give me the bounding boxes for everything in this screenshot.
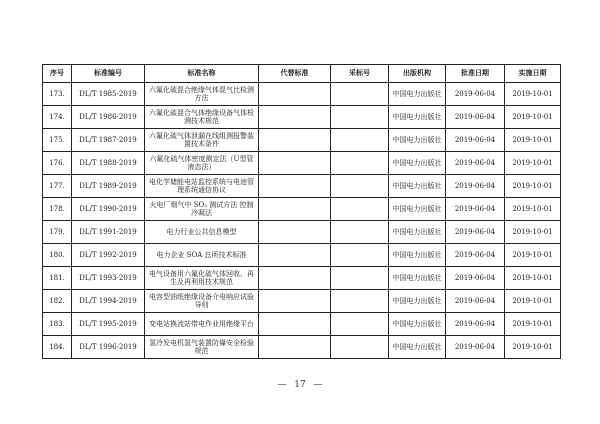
cell-standard-number: DL/T 1988-2019 (72, 152, 145, 175)
cell-standard-name: 电力企业 SOA 总所技术标准 (145, 244, 259, 267)
header-replaced-standard: 代替标准 (259, 65, 331, 83)
cell-index: 176. (43, 152, 72, 175)
cell-standard-number: DL/T 1986-2019 (72, 106, 145, 129)
cell-implementation-date: 2019-10-01 (505, 244, 561, 267)
cell-adopted-standard (331, 244, 389, 267)
cell-publisher: 中国电力出版社 (389, 152, 446, 175)
page-footer (0, 380, 600, 390)
cell-index: 184. (43, 336, 72, 359)
cell-replaced-standard (259, 244, 331, 267)
table-row (43, 313, 561, 336)
cell-index: 174. (43, 106, 72, 129)
header-publisher: 出版机构 (389, 65, 446, 83)
cell-standard-number: DL/T 1990-2019 (72, 198, 145, 221)
cell-standard-name: 火电厂烟气中 SO₃ 测试方法 控制冷凝法 (145, 198, 259, 221)
cell-replaced-standard (259, 175, 331, 198)
cell-publisher: 中国电力出版社 (389, 336, 446, 359)
cell-publisher: 中国电力出版社 (389, 83, 446, 106)
cell-implementation-date: 2019-10-01 (505, 106, 561, 129)
cell-approval-date: 2019-06-04 (446, 175, 505, 198)
cell-standard-number: DL/T 1993-2019 (72, 267, 145, 290)
cell-publisher: 中国电力出版社 (389, 129, 446, 152)
cell-implementation-date: 2019-10-01 (505, 83, 561, 106)
footer-dash-right: — (313, 380, 323, 390)
cell-adopted-standard (331, 221, 389, 244)
cell-index: 179. (43, 221, 72, 244)
cell-index: 181. (43, 267, 72, 290)
standards-table (42, 64, 561, 359)
cell-replaced-standard (259, 336, 331, 359)
cell-publisher: 中国电力出版社 (389, 313, 446, 336)
header-standard-name: 标准名称 (145, 65, 259, 83)
cell-implementation-date: 2019-10-01 (505, 267, 561, 290)
cell-standard-name: 电化学储能电站监控系统与电池管理系统通信协议 (145, 175, 259, 198)
cell-standard-name: 变电站换流站带电作业用绝缘平台 (145, 313, 259, 336)
cell-replaced-standard (259, 83, 331, 106)
cell-approval-date: 2019-06-04 (446, 221, 505, 244)
cell-publisher: 中国电力出版社 (389, 106, 446, 129)
cell-approval-date: 2019-06-04 (446, 336, 505, 359)
cell-standard-name: 电气设备用六氟化硫气体回收、再生及再利用技术规范 (145, 267, 259, 290)
cell-publisher: 中国电力出版社 (389, 175, 446, 198)
table-body (43, 83, 561, 359)
cell-standard-name: 电容型油纸绝缘设备介电响应试验导则 (145, 290, 259, 313)
header-adopted-standard: 采标号 (331, 65, 389, 83)
table-row (43, 106, 561, 129)
cell-index: 173. (43, 83, 72, 106)
cell-implementation-date: 2019-10-01 (505, 336, 561, 359)
cell-adopted-standard (331, 313, 389, 336)
header-standard-number: 标准编号 (72, 65, 145, 83)
cell-replaced-standard (259, 290, 331, 313)
header-approval-date: 批准日期 (446, 65, 505, 83)
header-index: 序号 (43, 65, 72, 83)
cell-adopted-standard (331, 336, 389, 359)
cell-standard-name: 六氟化硫混合气体绝缘设备气体检测技术规范 (145, 106, 259, 129)
cell-publisher: 中国电力出版社 (389, 244, 446, 267)
table-row (43, 198, 561, 221)
cell-approval-date: 2019-06-04 (446, 244, 505, 267)
cell-standard-name: 六氟化硫混合绝缘气体混气比检测方法 (145, 83, 259, 106)
cell-approval-date: 2019-06-04 (446, 129, 505, 152)
cell-approval-date: 2019-06-04 (446, 152, 505, 175)
table-row (43, 129, 561, 152)
cell-implementation-date: 2019-10-01 (505, 129, 561, 152)
cell-adopted-standard (331, 152, 389, 175)
cell-standard-name: 电力行业公共信息模型 (145, 221, 259, 244)
table-row (43, 290, 561, 313)
cell-replaced-standard (259, 106, 331, 129)
cell-publisher: 中国电力出版社 (389, 198, 446, 221)
cell-replaced-standard (259, 198, 331, 221)
cell-standard-number: DL/T 1987-2019 (72, 129, 145, 152)
cell-replaced-standard (259, 221, 331, 244)
header-implementation-date: 实施日期 (505, 65, 561, 83)
footer-dash-left: — (277, 380, 287, 390)
table-row (43, 267, 561, 290)
cell-standard-number: DL/T 1995-2019 (72, 313, 145, 336)
cell-index: 177. (43, 175, 72, 198)
cell-implementation-date: 2019-10-01 (505, 313, 561, 336)
cell-index: 180. (43, 244, 72, 267)
cell-implementation-date: 2019-10-01 (505, 290, 561, 313)
cell-publisher: 中国电力出版社 (389, 267, 446, 290)
cell-replaced-standard (259, 129, 331, 152)
cell-standard-name: 六氟化硫气体密度测定法（U型管液态法） (145, 152, 259, 175)
cell-index: 183. (43, 313, 72, 336)
cell-index: 182. (43, 290, 72, 313)
table-row (43, 175, 561, 198)
cell-standard-name: 六氟化硫气体泄漏在线组测报警装置技术条件 (145, 129, 259, 152)
cell-standard-number: DL/T 1985-2019 (72, 83, 145, 106)
cell-approval-date: 2019-06-04 (446, 106, 505, 129)
cell-approval-date: 2019-06-04 (446, 83, 505, 106)
table-row (43, 83, 561, 106)
cell-standard-number: DL/T 1989-2019 (72, 175, 145, 198)
cell-implementation-date: 2019-10-01 (505, 175, 561, 198)
cell-approval-date: 2019-06-04 (446, 267, 505, 290)
table-header-row (43, 65, 561, 83)
table-row (43, 336, 561, 359)
cell-implementation-date: 2019-10-01 (505, 198, 561, 221)
page-number: 17 (294, 380, 306, 390)
cell-adopted-standard (331, 83, 389, 106)
cell-standard-number: DL/T 1992-2019 (72, 244, 145, 267)
cell-index: 175. (43, 129, 72, 152)
cell-adopted-standard (331, 290, 389, 313)
cell-publisher: 中国电力出版社 (389, 221, 446, 244)
cell-approval-date: 2019-06-04 (446, 313, 505, 336)
cell-adopted-standard (331, 175, 389, 198)
cell-adopted-standard (331, 267, 389, 290)
table-row (43, 221, 561, 244)
table-row (43, 152, 561, 175)
cell-publisher: 中国电力出版社 (389, 290, 446, 313)
cell-index: 178. (43, 198, 72, 221)
table-row (43, 244, 561, 267)
cell-implementation-date: 2019-10-01 (505, 221, 561, 244)
cell-approval-date: 2019-06-04 (446, 290, 505, 313)
cell-implementation-date: 2019-10-01 (505, 152, 561, 175)
cell-adopted-standard (331, 129, 389, 152)
cell-adopted-standard (331, 198, 389, 221)
cell-standard-number: DL/T 1994-2019 (72, 290, 145, 313)
cell-replaced-standard (259, 313, 331, 336)
cell-approval-date: 2019-06-04 (446, 198, 505, 221)
cell-replaced-standard (259, 152, 331, 175)
cell-standard-number: DL/T 1996-2019 (72, 336, 145, 359)
cell-replaced-standard (259, 267, 331, 290)
cell-adopted-standard (331, 106, 389, 129)
cell-standard-name: 氢冷发电机氢气装置防爆安全检验规范 (145, 336, 259, 359)
cell-standard-number: DL/T 1991-2019 (72, 221, 145, 244)
